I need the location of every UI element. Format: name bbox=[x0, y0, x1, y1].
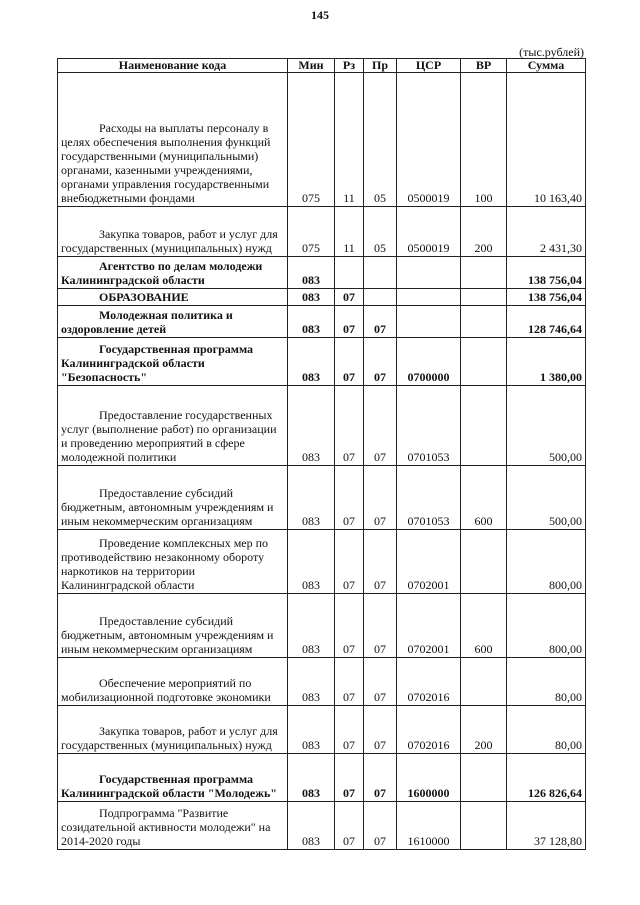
row-csr: 0500019 bbox=[397, 73, 461, 207]
row-vr bbox=[461, 257, 507, 289]
row-csr: 0702016 bbox=[397, 706, 461, 754]
row-csr: 1610000 bbox=[397, 802, 461, 850]
row-name: Подпрограмма "Развитие созидательной активности молодежи" на 2014-2020 годы bbox=[58, 802, 288, 850]
row-vr: 600 bbox=[461, 466, 507, 530]
row-name: Предоставление субсидий бюджетным, автономным учреждениям и иным некоммерческим организациям bbox=[58, 594, 288, 658]
row-name: Молодежная политика и оздоровление детей bbox=[58, 306, 288, 338]
row-csr: 0702001 bbox=[397, 594, 461, 658]
row-csr bbox=[397, 289, 461, 306]
row-pr: 07 bbox=[364, 802, 397, 850]
row-name: ОБРАЗОВАНИЕ bbox=[58, 289, 288, 306]
header-sum: Сумма bbox=[507, 59, 586, 73]
row-sum: 1 380,00 bbox=[507, 338, 586, 386]
row-sum: 10 163,40 bbox=[507, 73, 586, 207]
row-name: Закупка товаров, работ и услуг для государственных (муниципальных) нужд bbox=[58, 207, 288, 257]
table-header-row bbox=[58, 59, 586, 73]
row-pr: 07 bbox=[364, 594, 397, 658]
row-name: Агентство по делам молодежи Калининградской области bbox=[58, 257, 288, 289]
row-min: 083 bbox=[288, 802, 335, 850]
row-sum: 2 431,30 bbox=[507, 207, 586, 257]
row-csr bbox=[397, 257, 461, 289]
budget-table bbox=[57, 58, 586, 850]
header-name: Наименование кода bbox=[58, 59, 288, 73]
table-row bbox=[58, 802, 586, 850]
row-min: 083 bbox=[288, 594, 335, 658]
table-row bbox=[58, 257, 586, 289]
row-name: Предоставление государственных услуг (выполнение работ) по организации и проведению мероприятий в сфере молодежной политики bbox=[58, 386, 288, 466]
header-min: Мин bbox=[288, 59, 335, 73]
row-name: Предоставление субсидий бюджетным, автономным учреждениям и иным некоммерческим организациям bbox=[58, 466, 288, 530]
row-rz: 11 bbox=[335, 73, 364, 207]
table-row bbox=[58, 73, 586, 207]
row-pr: 07 bbox=[364, 306, 397, 338]
table-row bbox=[58, 289, 586, 306]
row-csr: 0701053 bbox=[397, 386, 461, 466]
row-min: 083 bbox=[288, 289, 335, 306]
row-pr: 07 bbox=[364, 706, 397, 754]
row-min: 083 bbox=[288, 530, 335, 594]
units-label: (тыс.рублей) bbox=[519, 45, 584, 59]
table-row bbox=[58, 658, 586, 706]
row-sum: 138 756,04 bbox=[507, 289, 586, 306]
row-name: Расходы на выплаты персоналу в целях обеспечения выполнения функций государственными (муниципальными) органами, казенными учреждениями, органами управления государственными внебюджетными фондами bbox=[58, 73, 288, 207]
row-csr bbox=[397, 306, 461, 338]
table-row bbox=[58, 338, 586, 386]
row-name: Государственная программа Калининградской области "Молодежь" bbox=[58, 754, 288, 802]
row-pr: 07 bbox=[364, 754, 397, 802]
row-name: Закупка товаров, работ и услуг для государственных (муниципальных) нужд bbox=[58, 706, 288, 754]
row-min: 083 bbox=[288, 658, 335, 706]
row-rz: 11 bbox=[335, 207, 364, 257]
row-pr: 05 bbox=[364, 73, 397, 207]
header-csr: ЦСР bbox=[397, 59, 461, 73]
row-min: 083 bbox=[288, 306, 335, 338]
row-csr: 0702016 bbox=[397, 658, 461, 706]
row-vr bbox=[461, 754, 507, 802]
row-pr: 07 bbox=[364, 658, 397, 706]
row-min: 083 bbox=[288, 338, 335, 386]
table-row bbox=[58, 306, 586, 338]
row-sum: 37 128,80 bbox=[507, 802, 586, 850]
row-rz: 07 bbox=[335, 466, 364, 530]
row-sum: 800,00 bbox=[507, 530, 586, 594]
row-vr bbox=[461, 338, 507, 386]
row-name: Обеспечение мероприятий по мобилизационной подготовке экономики bbox=[58, 658, 288, 706]
row-min: 075 bbox=[288, 207, 335, 257]
row-rz: 07 bbox=[335, 338, 364, 386]
row-vr bbox=[461, 289, 507, 306]
row-pr bbox=[364, 289, 397, 306]
page-number: 145 bbox=[311, 8, 329, 22]
row-vr bbox=[461, 530, 507, 594]
row-pr: 07 bbox=[364, 530, 397, 594]
row-rz: 07 bbox=[335, 386, 364, 466]
table-row bbox=[58, 594, 586, 658]
row-csr: 0701053 bbox=[397, 466, 461, 530]
row-vr: 200 bbox=[461, 207, 507, 257]
row-sum: 500,00 bbox=[507, 386, 586, 466]
row-pr: 05 bbox=[364, 207, 397, 257]
row-vr bbox=[461, 306, 507, 338]
row-min: 083 bbox=[288, 386, 335, 466]
table-row bbox=[58, 466, 586, 530]
row-csr: 0700000 bbox=[397, 338, 461, 386]
row-sum: 138 756,04 bbox=[507, 257, 586, 289]
row-min: 083 bbox=[288, 257, 335, 289]
row-sum: 128 746,64 bbox=[507, 306, 586, 338]
row-sum: 80,00 bbox=[507, 658, 586, 706]
row-vr bbox=[461, 802, 507, 850]
row-pr: 07 bbox=[364, 338, 397, 386]
header-vr: ВР bbox=[461, 59, 507, 73]
row-rz bbox=[335, 257, 364, 289]
row-min: 075 bbox=[288, 73, 335, 207]
row-name: Проведение комплексных мер по противодействию незаконному обороту наркотиков на территории Калининградской области bbox=[58, 530, 288, 594]
row-sum: 800,00 bbox=[507, 594, 586, 658]
table-row bbox=[58, 754, 586, 802]
table-row bbox=[58, 386, 586, 466]
row-pr: 07 bbox=[364, 386, 397, 466]
row-pr: 07 bbox=[364, 466, 397, 530]
row-sum: 126 826,64 bbox=[507, 754, 586, 802]
row-rz: 07 bbox=[335, 658, 364, 706]
table-row bbox=[58, 706, 586, 754]
row-name: Государственная программа Калининградской области "Безопасность" bbox=[58, 338, 288, 386]
header-pr: Пр bbox=[364, 59, 397, 73]
row-sum: 80,00 bbox=[507, 706, 586, 754]
row-rz: 07 bbox=[335, 306, 364, 338]
row-vr bbox=[461, 658, 507, 706]
header-rz: Рз bbox=[335, 59, 364, 73]
row-vr: 100 bbox=[461, 73, 507, 207]
row-vr bbox=[461, 386, 507, 466]
row-rz: 07 bbox=[335, 594, 364, 658]
row-csr: 1600000 bbox=[397, 754, 461, 802]
row-min: 083 bbox=[288, 466, 335, 530]
row-csr: 0500019 bbox=[397, 207, 461, 257]
row-rz: 07 bbox=[335, 289, 364, 306]
row-vr: 200 bbox=[461, 706, 507, 754]
row-rz: 07 bbox=[335, 802, 364, 850]
row-rz: 07 bbox=[335, 754, 364, 802]
row-min: 083 bbox=[288, 706, 335, 754]
row-min: 083 bbox=[288, 754, 335, 802]
table-row bbox=[58, 207, 586, 257]
row-pr bbox=[364, 257, 397, 289]
row-csr: 0702001 bbox=[397, 530, 461, 594]
row-rz: 07 bbox=[335, 706, 364, 754]
table-row bbox=[58, 530, 586, 594]
row-sum: 500,00 bbox=[507, 466, 586, 530]
row-rz: 07 bbox=[335, 530, 364, 594]
row-vr: 600 bbox=[461, 594, 507, 658]
